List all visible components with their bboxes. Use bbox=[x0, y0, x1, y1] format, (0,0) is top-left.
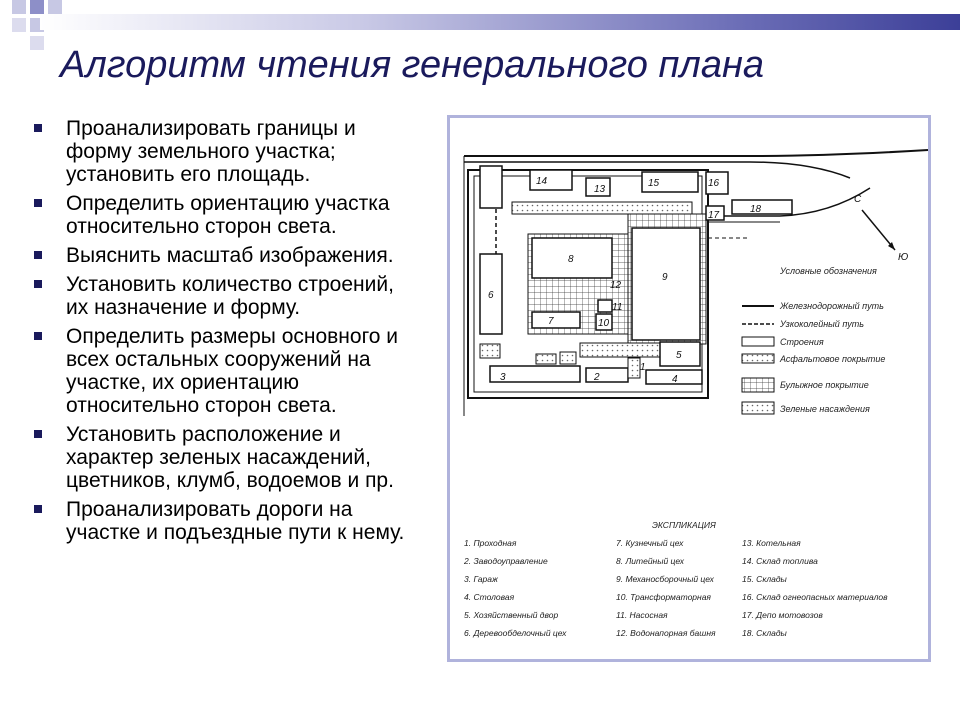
svg-text:6. Деревообделочный цех: 6. Деревообделочный цех bbox=[464, 628, 567, 638]
bullet-marker bbox=[34, 251, 42, 259]
svg-text:16: 16 bbox=[708, 178, 720, 189]
svg-text:8: 8 bbox=[568, 254, 574, 265]
svg-text:Булыжное покрытие: Булыжное покрытие bbox=[780, 380, 869, 390]
svg-text:3. Гараж: 3. Гараж bbox=[464, 574, 498, 584]
svg-text:6: 6 bbox=[488, 290, 494, 301]
svg-text:Зеленые насаждения: Зеленые насаждения bbox=[780, 404, 870, 414]
svg-text:11. Насосная: 11. Насосная bbox=[616, 610, 668, 620]
svg-text:18: 18 bbox=[750, 204, 762, 215]
svg-text:12. Водонапорная башня: 12. Водонапорная башня bbox=[616, 628, 716, 638]
svg-text:15: 15 bbox=[648, 178, 660, 189]
svg-text:Строения: Строения bbox=[780, 337, 824, 347]
svg-text:Узкоколейный путь: Узкоколейный путь bbox=[780, 319, 864, 329]
svg-text:1. Проходная: 1. Проходная bbox=[464, 538, 517, 548]
svg-text:4: 4 bbox=[672, 374, 678, 385]
bullet-marker bbox=[34, 505, 42, 513]
svg-text:ЭКСПЛИКАЦИЯ: ЭКСПЛИКАЦИЯ bbox=[652, 520, 716, 530]
svg-text:13. Котельная: 13. Котельная bbox=[742, 538, 801, 548]
bullet-item: Установить расположение и характер зеленых насаждений, цветников, клумб, водоемов и пр. bbox=[34, 423, 414, 492]
explication bbox=[463, 520, 888, 638]
slide-title: Алгоритм чтения генерального плана bbox=[60, 44, 765, 86]
site-plan-drawing bbox=[450, 118, 928, 659]
svg-text:2. Заводоуправление: 2. Заводоуправление bbox=[464, 556, 548, 566]
bullet-marker bbox=[34, 124, 42, 132]
svg-text:13: 13 bbox=[594, 184, 606, 195]
svg-text:7. Кузнечный цех: 7. Кузнечный цех bbox=[616, 538, 684, 548]
svg-text:7: 7 bbox=[548, 316, 554, 327]
bullet-item: Проанализировать границы и форму земельного участка; установить его площадь. bbox=[34, 117, 414, 186]
bullet-item: Установить количество строений, их назначение и форму. bbox=[34, 273, 414, 319]
svg-text:11: 11 bbox=[612, 302, 623, 313]
green-strip bbox=[512, 202, 692, 214]
svg-text:Асфальтовое покрытие: Асфальтовое покрытие bbox=[780, 354, 886, 364]
bullet-item: Определить размеры основного и всех остальных сооружений на участке, их ориентацию относительно сторон света. bbox=[34, 325, 414, 417]
compass bbox=[854, 194, 908, 263]
bullet-item: Выяснить масштаб изображения. bbox=[34, 244, 414, 267]
bullet-marker bbox=[34, 332, 42, 340]
bullet-marker bbox=[34, 430, 42, 438]
svg-text:5. Хозяйственный двор: 5. Хозяйственный двор bbox=[464, 610, 559, 620]
header-gradient-bar bbox=[40, 14, 960, 30]
svg-text:10. Трансформаторная: 10. Трансформаторная bbox=[616, 592, 711, 602]
svg-text:18. Склады: 18. Склады bbox=[742, 628, 787, 638]
svg-text:С: С bbox=[854, 194, 862, 205]
svg-text:1: 1 bbox=[640, 362, 646, 373]
svg-text:5: 5 bbox=[676, 350, 682, 361]
svg-text:17. Депо мотовозов: 17. Депо мотовозов bbox=[742, 610, 823, 620]
svg-text:17: 17 bbox=[708, 210, 720, 221]
svg-text:15. Склады: 15. Склады bbox=[742, 574, 787, 584]
bullet-marker bbox=[34, 280, 42, 288]
svg-text:9: 9 bbox=[662, 272, 668, 283]
svg-text:14: 14 bbox=[536, 176, 548, 187]
bullet-item: Проанализировать дороги на участке и подъездные пути к нему. bbox=[34, 498, 414, 544]
svg-text:9. Механосборочный цех: 9. Механосборочный цех bbox=[616, 574, 714, 584]
svg-text:3: 3 bbox=[500, 372, 506, 383]
svg-text:12: 12 bbox=[610, 280, 622, 291]
svg-text:4. Столовая: 4. Столовая bbox=[464, 592, 515, 602]
bullet-item: Определить ориентацию участка относительно сторон света. bbox=[34, 192, 414, 238]
svg-text:Ю: Ю bbox=[898, 252, 909, 263]
svg-text:14. Склад топлива: 14. Склад топлива bbox=[742, 556, 818, 566]
svg-text:16. Склад огнеопасных материал: 16. Склад огнеопасных материалов bbox=[742, 592, 888, 602]
site-plan-figure bbox=[447, 115, 931, 662]
legend bbox=[742, 266, 885, 414]
svg-text:8. Литейный цех: 8. Литейный цех bbox=[616, 556, 685, 566]
svg-text:10: 10 bbox=[598, 318, 610, 329]
bullet-marker bbox=[34, 199, 42, 207]
svg-text:2: 2 bbox=[594, 372, 600, 383]
svg-text:Условные обозначения: Условные обозначения bbox=[780, 266, 877, 276]
bullet-list bbox=[34, 117, 414, 550]
svg-text:Железнодорожный путь: Железнодорожный путь bbox=[780, 301, 884, 311]
